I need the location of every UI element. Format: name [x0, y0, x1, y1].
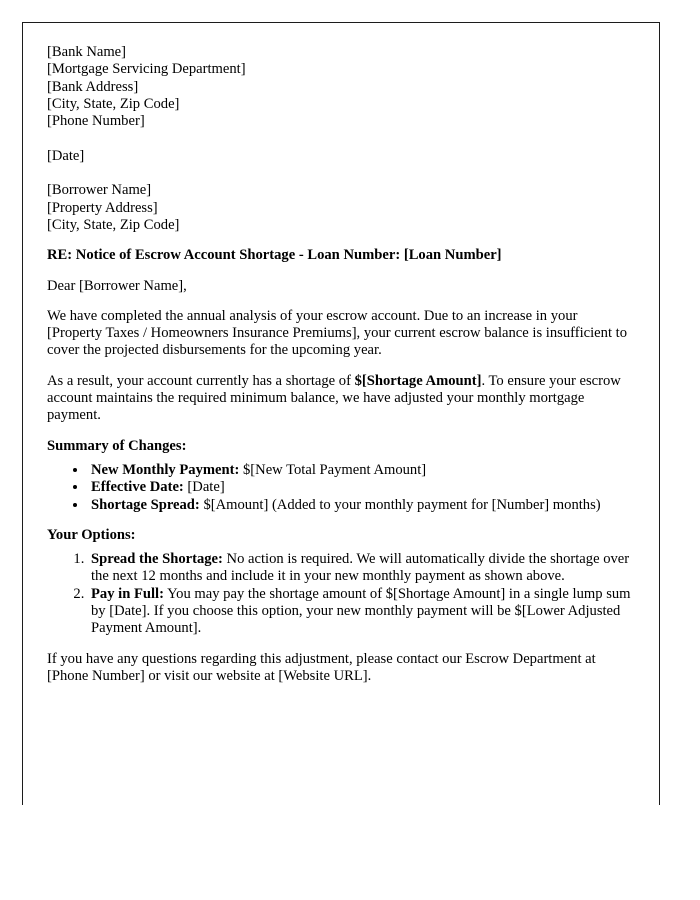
date-line: [Date] — [47, 147, 85, 164]
spacer — [47, 130, 633, 147]
list-item-text: You may pay the shortage amount of $[Shortage Amount] in a single lump sum by [Date]. If you choose this option, your new monthly payment will be $[Lower Adjusted Payment Amount]. — [91, 585, 631, 637]
list-item — [88, 586, 633, 638]
recipient-address-block — [47, 182, 633, 234]
list-item — [88, 497, 633, 514]
spacer — [47, 165, 633, 182]
recipient-line: [Property Address] — [47, 199, 158, 216]
letter-body — [47, 44, 633, 685]
list-item — [88, 479, 633, 496]
list-item-text: [Date] — [183, 479, 225, 496]
list-item-label: Pay in Full: — [91, 585, 164, 602]
your-options-heading: Your Options: — [47, 526, 136, 543]
sender-line: [Phone Number] — [47, 113, 145, 130]
intro-paragraph: We have completed the annual analysis of your escrow account. Due to an increase in your [Property Taxes / Homeowners Insurance Premiums], your current escrow balance is insufficient to cover the projected disbursements for the upcoming year. — [47, 307, 627, 359]
list-item-text: $[Amount] (Added to your monthly payment for [Number] months) — [199, 496, 601, 513]
list-item-label: Shortage Spread: — [91, 496, 200, 513]
recipient-line: [Borrower Name] — [47, 182, 152, 199]
list-item-label: Effective Date: — [91, 479, 184, 496]
list-item — [88, 551, 633, 586]
sender-line: [Bank Address] — [47, 78, 139, 95]
date-block — [47, 148, 633, 165]
sender-line: [Mortgage Servicing Department] — [47, 61, 246, 78]
list-item — [88, 462, 633, 479]
subject-line: RE: Notice of Escrow Account Shortage - Loan Number: [Loan Number] — [47, 247, 502, 264]
recipient-line: [City, State, Zip Code] — [47, 216, 180, 233]
shortage-paragraph-prefix: As a result, your account currently has a shortage of — [47, 372, 355, 389]
list-item-label: Spread the Shortage: — [91, 551, 223, 568]
sender-line: [City, State, Zip Code] — [47, 95, 180, 112]
summary-of-changes-heading: Summary of Changes: — [47, 437, 187, 454]
shortage-paragraph-suffix: . To ensure your escrow account maintains the required minimum balance, we have adjusted your monthly mortgage payment. — [47, 372, 621, 424]
sender-address-block — [47, 44, 633, 130]
your-options-list — [47, 551, 633, 637]
list-item-text: $[New Total Payment Amount] — [239, 461, 427, 478]
shortage-amount-value: $[Shortage Amount] — [354, 372, 482, 389]
shortage-paragraph — [47, 373, 633, 425]
salutation: Dear [Borrower Name], — [47, 277, 187, 294]
sender-line: [Bank Name] — [47, 44, 127, 60]
list-item-text: No action is required. We will automatically divide the shortage over the next 12 months and include it in your new monthly payment as shown above. — [91, 551, 630, 585]
closing-paragraph: If you have any questions regarding this adjustment, please contact our Escrow Department at [Phone Number] or visit our website at [Website URL]. — [47, 650, 596, 684]
list-item-label: New Monthly Payment: — [91, 461, 240, 478]
summary-of-changes-list — [47, 462, 633, 514]
